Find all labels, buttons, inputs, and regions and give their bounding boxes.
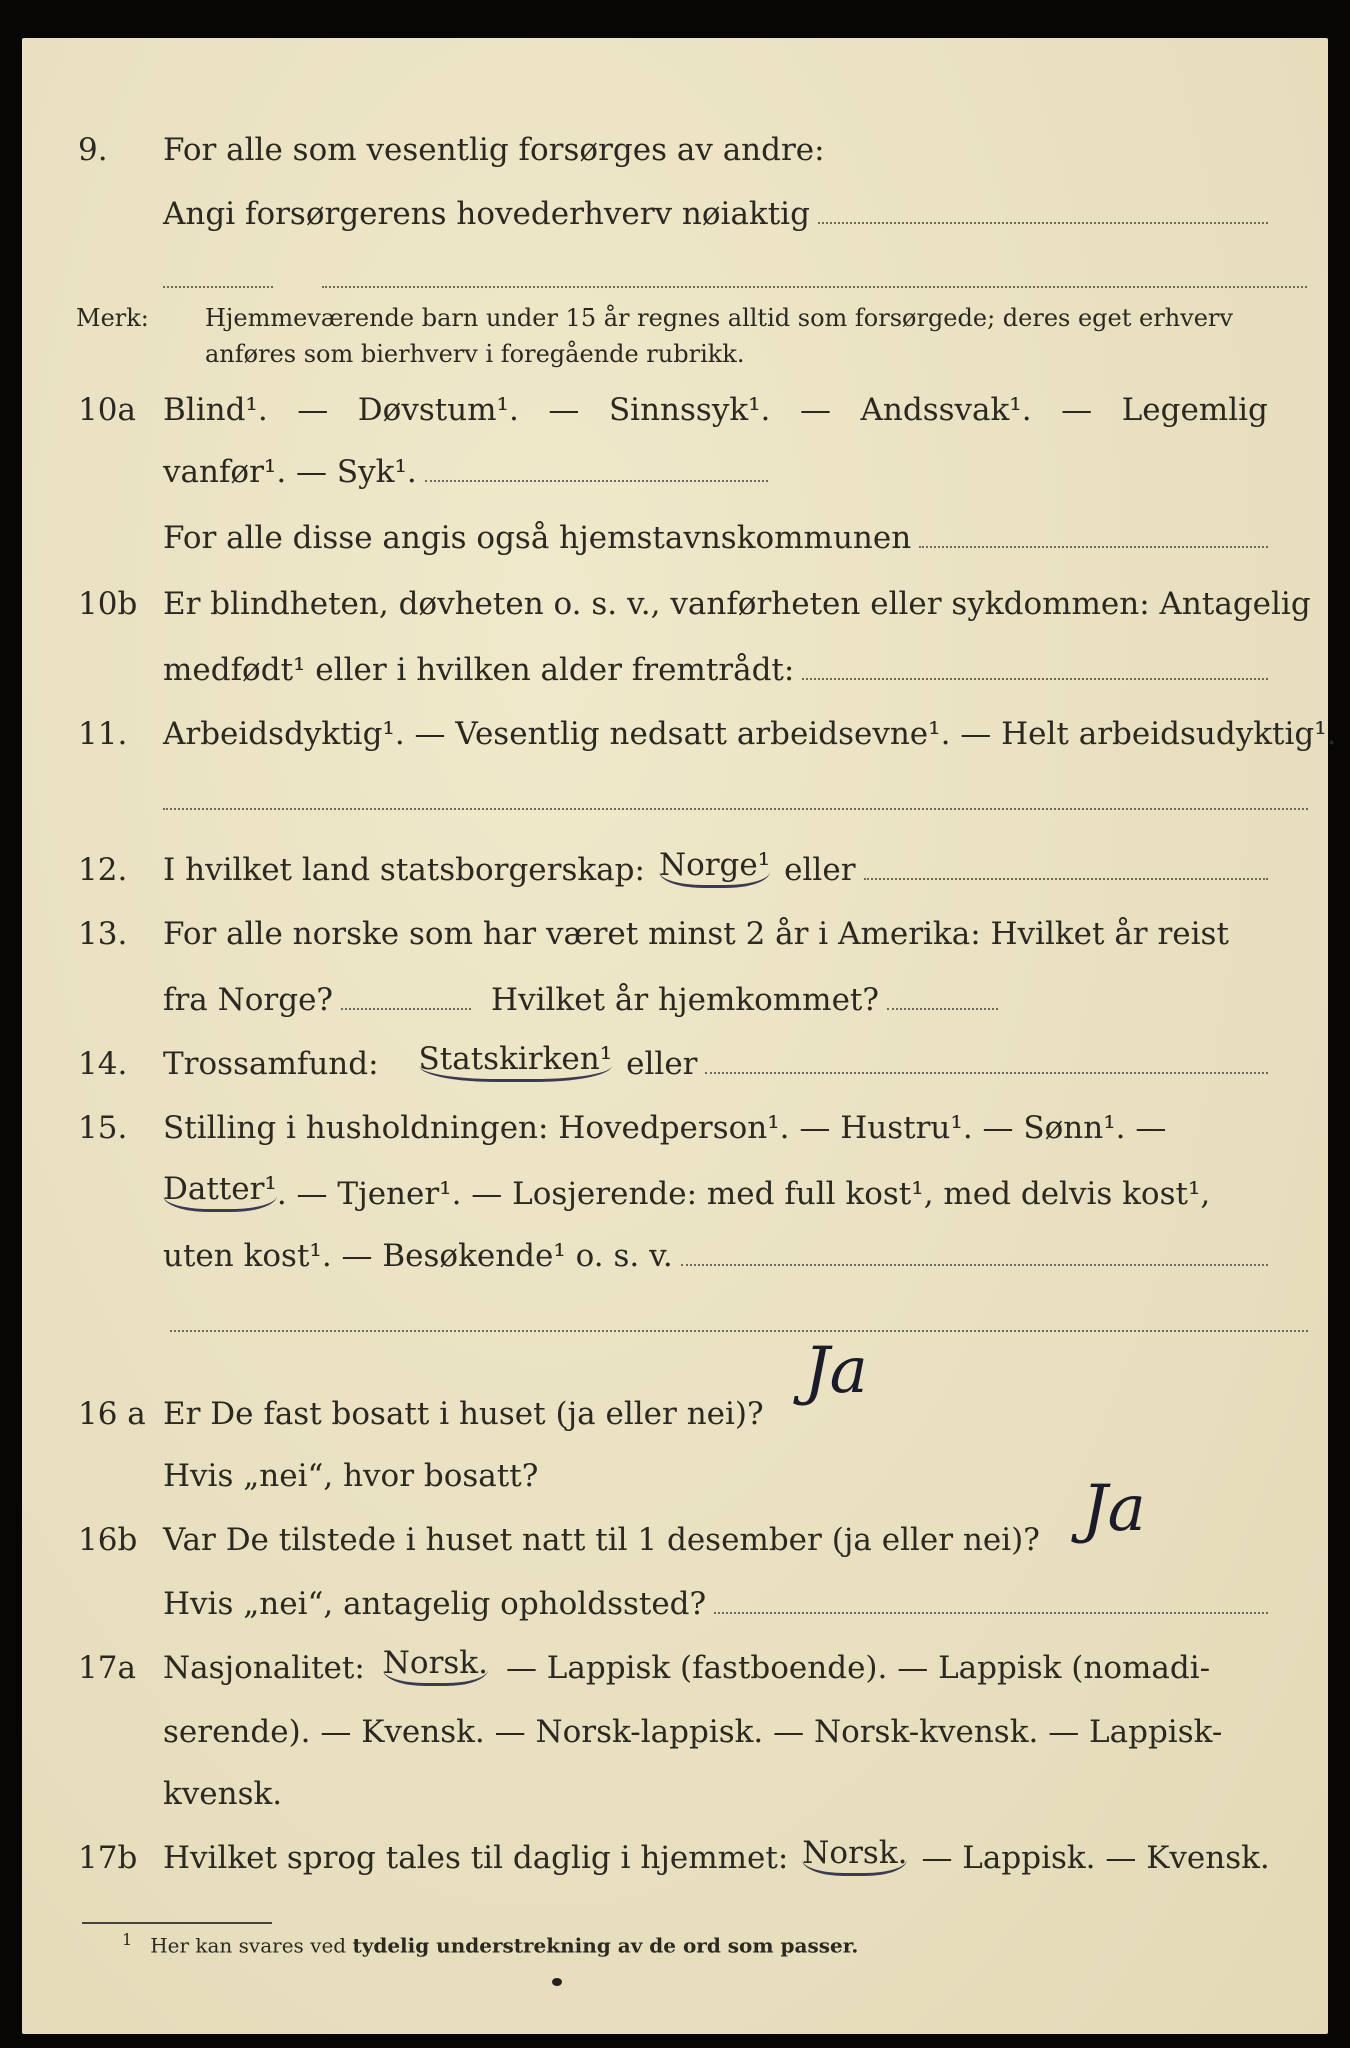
q12-answer-underlined: Norge¹: [659, 847, 770, 888]
q13-line1: [22, 912, 1328, 956]
merk-text-1: Hjemmeværende barn under 15 år regnes alltid som forsørgede; deres eget erhverv: [205, 304, 1233, 332]
footnote-text-b: tydelig understrekning av de ord som passer.: [352, 1933, 859, 1958]
q11-line1: [22, 712, 1337, 756]
q16a-number: 16 a: [78, 1396, 146, 1432]
q10a-line2: [22, 450, 1328, 494]
q17a-line1: [22, 1646, 1328, 1690]
q9-line2: [22, 192, 1328, 236]
q17b-answer-underlined: Norsk.: [802, 1835, 907, 1876]
q16b-text-2: Hvis „nei“, antagelig opholdssted?: [163, 1586, 707, 1622]
q13-left-field[interactable]: [341, 1006, 471, 1010]
q15-text-3: uten kost¹. — Besøkende¹ o. s. v.: [163, 1238, 673, 1274]
q13-left-text: fra Norge?: [163, 982, 334, 1018]
q14-text: Trossamfund:: [163, 1046, 379, 1082]
q15-text: Stilling i husholdningen: Hovedperson¹. — Hustru¹. — Sønn¹. —: [163, 1110, 1167, 1146]
q13-number: 13.: [78, 916, 128, 952]
q12-number: 12.: [78, 852, 128, 888]
q10a-options: [163, 392, 1268, 428]
footnote-text-a: Her kan svares ved: [150, 1933, 353, 1958]
q15-answer-underlined: Datter¹: [163, 1171, 277, 1212]
q10a-option-7: —: [1061, 392, 1093, 428]
q12-or: eller: [784, 852, 856, 888]
q10a-line1: [22, 388, 1328, 432]
q9-text: For alle som vesentlig forsørges av andre:: [163, 132, 825, 168]
q17a-text-3: kvensk.: [163, 1776, 283, 1812]
merk-text-2: anføres som bierhverv i foregående rubrikk.: [205, 340, 745, 368]
q10b-text-2: medfødt¹ eller i hvilken alder fremtrådt:: [163, 652, 795, 688]
q16b-number: 16b: [78, 1522, 138, 1558]
ink-dot: [552, 1978, 562, 1986]
q10a-option-0: Blind¹.: [163, 392, 268, 428]
q10a-option-2: Døvstum¹.: [357, 392, 519, 428]
q10b-line2: [22, 648, 1328, 692]
q10a-option-1: —: [297, 392, 329, 428]
q10b-number: 10b: [78, 586, 138, 622]
q10a-option-6: Andssvak¹.: [860, 392, 1032, 428]
q16a-text: Er De fast bosatt i huset (ja eller nei)?: [163, 1396, 764, 1432]
q9-text-2: Angi forsørgerens hovederhverv nøiaktig: [163, 196, 810, 232]
q16b-line2: [22, 1582, 1328, 1626]
q16b-handwritten-answer: Ja: [1082, 1472, 1146, 1546]
q10a-sick-field[interactable]: [425, 478, 768, 482]
q11-number: 11.: [78, 716, 128, 752]
q15-line1: [22, 1106, 1328, 1150]
q15-number: 15.: [78, 1110, 128, 1146]
q10a-option-8: Legemlig: [1121, 392, 1268, 428]
q10a-line3: [22, 516, 1328, 560]
q17a-line2: [22, 1710, 1328, 1754]
q10a-home-municipality-field[interactable]: [919, 544, 1268, 548]
q13-right-text: Hvilket år hjemkommet?: [491, 982, 880, 1018]
q13-line2: [22, 978, 1328, 1022]
q10a-text-3: For alle disse angis også hjemstavnskommunen: [163, 520, 912, 556]
q17a-text-2: serende). — Kvensk. — Norsk-lappisk. — Norsk-kvensk. — Lappisk-: [163, 1714, 1223, 1750]
q10a-number: 10a: [78, 392, 136, 428]
q10a-text-2: vanfør¹. — Syk¹.: [163, 454, 417, 490]
q9-number: 9.: [78, 132, 108, 168]
q17b-text: Hvilket sprog tales til daglig i hjemmet:: [163, 1840, 789, 1876]
q16a-line1: [22, 1392, 1328, 1436]
q16a-handwritten-answer: Ja: [804, 1334, 868, 1408]
q17a-text: — Lappisk (fastboende). — Lappisk (nomadi-: [505, 1650, 1211, 1686]
q10a-option-3: —: [548, 392, 580, 428]
q12-text: I hvilket land statsborgerskap:: [163, 852, 645, 888]
q17b-text-2: — Lappisk. — Kvensk.: [921, 1840, 1270, 1876]
q14-field[interactable]: [705, 1070, 1268, 1074]
q15-line3: [22, 1234, 1328, 1278]
q9-answer-field[interactable]: [818, 220, 1268, 224]
q17b-line: [22, 1836, 1328, 1880]
q15-line2: [22, 1172, 1328, 1216]
q16b-field[interactable]: [714, 1610, 1268, 1614]
q17a-answer-underlined: Norsk.: [383, 1645, 488, 1686]
census-form-page: [22, 38, 1337, 2034]
q14-or: eller: [626, 1046, 698, 1082]
q9-line1: [22, 128, 1328, 172]
q14-line: [22, 1042, 1328, 1086]
q9-extra-field-a[interactable]: [163, 284, 273, 288]
q17a-number: 17a: [78, 1650, 136, 1686]
q12-line: [22, 848, 1328, 892]
q10a-option-4: Sinnssyk¹.: [608, 392, 771, 428]
q9-extra-field-b[interactable]: [322, 284, 1307, 288]
q14-number: 14.: [78, 1046, 128, 1082]
q13-right-field[interactable]: [887, 1006, 998, 1010]
q10b-text: Er blindheten, døvheten o. s. v., vanførheten eller sykdommen: Antagelig: [163, 586, 1311, 622]
footnote-rule: [82, 1922, 272, 1924]
q17b-number: 17b: [78, 1840, 138, 1876]
merk-label: Merk:: [76, 304, 149, 332]
q17a-line3: [22, 1772, 1328, 1816]
q11-extra-field[interactable]: [163, 806, 1308, 810]
q15-field[interactable]: [681, 1262, 1268, 1266]
q16b-text: Var De tilstede i huset natt til 1 desember (ja eller nei)?: [163, 1522, 1040, 1558]
footnote: [122, 1930, 858, 1958]
q10b-age-field[interactable]: [802, 676, 1268, 680]
q13-text: For alle norske som har været minst 2 år i Amerika: Hvilket år reist: [163, 916, 1229, 952]
q17a-label: Nasjonalitet:: [163, 1650, 365, 1686]
q10b-line1: [22, 582, 1328, 626]
q14-answer-underlined: Statskirken¹: [419, 1041, 613, 1082]
q12-country-field[interactable]: [864, 876, 1268, 880]
footnote-mark: 1: [122, 1930, 133, 1949]
q15-text-2: . — Tjener¹. — Losjerende: med full kost¹, med delvis kost¹,: [276, 1176, 1211, 1212]
q15-extra-field[interactable]: [170, 1328, 1308, 1332]
q16a-text-2: Hvis „nei“, hvor bosatt?: [163, 1458, 539, 1494]
q11-text: Arbeidsdyktig¹. — Vesentlig nedsatt arbeidsevne¹. — Helt arbeidsudyktig¹.: [163, 716, 1337, 752]
q10a-option-5: —: [799, 392, 831, 428]
